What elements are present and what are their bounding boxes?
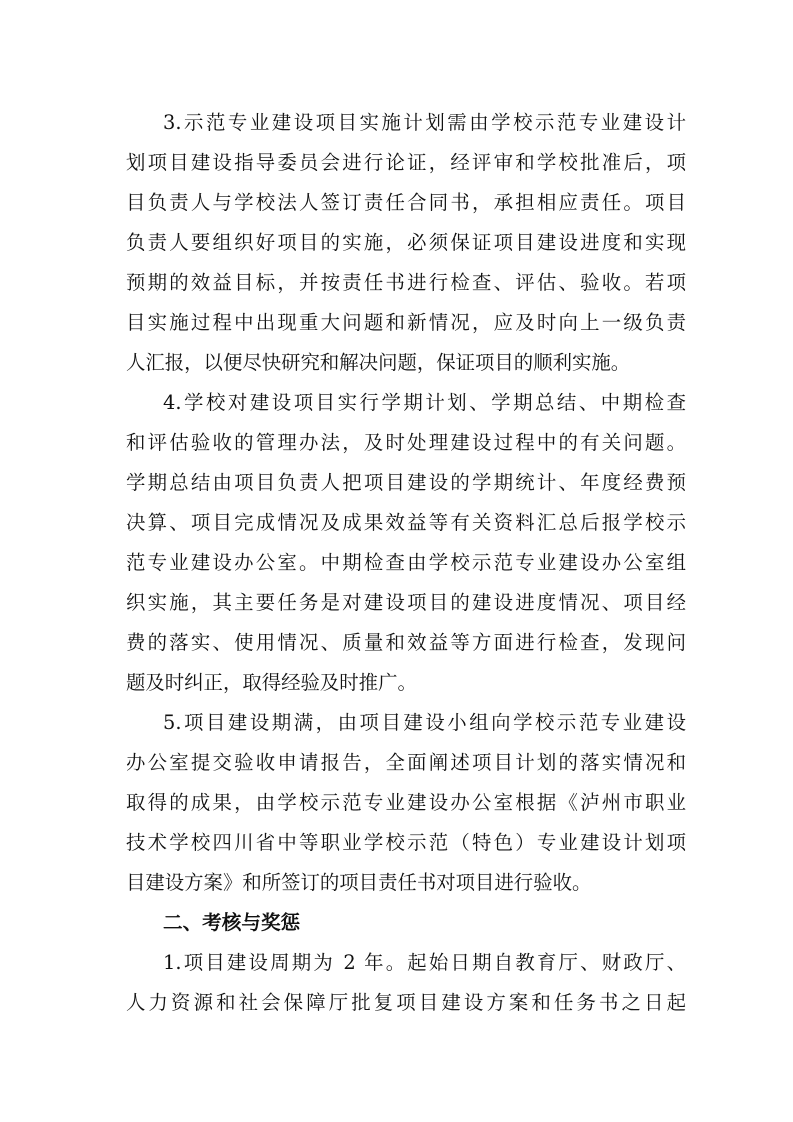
paragraph-4-line-5: 范专业建设办公室。中期检查由学校示范专业建设办公室组 — [126, 551, 686, 574]
paragraph-5-line-5: 目建设方案》和所签订的项目责任书对项目进行验收。 — [126, 871, 592, 894]
final-paragraph-line-2: 人力资源和社会保障厅批复项目建设方案和任务书之日起 — [126, 991, 686, 1014]
paragraph-3-line-4: 负责人要组织好项目的实施，必须保证项目建设进度和实现 — [126, 231, 686, 254]
paragraph-4-line-1: 4.学校对建设项目实行学期计划、学期总结、中期检查 — [163, 391, 686, 414]
paragraph-3-line-3: 目负责人与学校法人签订责任合同书，承担相应责任。项目 — [126, 191, 686, 214]
final-paragraph-line-1: 1.项目建设周期为 2 年。起始日期自教育厅、财政厅、 — [163, 951, 686, 974]
paragraph-4-line-7: 费的落实、使用情况、质量和效益等方面进行检查，发现问 — [126, 631, 686, 654]
paragraph-5-line-2: 办公室提交验收申请报告，全面阐述项目计划的落实情况和 — [126, 751, 686, 774]
paragraph-3-line-6: 目实施过程中出现重大问题和新情况，应及时向上一级负责 — [126, 311, 686, 334]
paragraph-5-line-1: 5.项目建设期满，由项目建设小组向学校示范专业建设 — [163, 711, 686, 734]
paragraph-3-line-2: 划项目建设指导委员会进行论证，经评审和学校批准后，项 — [126, 151, 686, 174]
section-heading: 二、考核与奖惩 — [163, 911, 301, 934]
paragraph-5-line-4: 技术学校四川省中等职业学校示范（特色）专业建设计划项 — [126, 831, 686, 854]
paragraph-5-line-3: 取得的成果，由学校示范专业建设办公室根据《泸州市职业 — [126, 791, 686, 814]
paragraph-4-line-2: 和评估验收的管理办法，及时处理建设过程中的有关问题。 — [126, 431, 686, 454]
paragraph-4-line-4: 决算、项目完成情况及成果效益等有关资料汇总后报学校示 — [126, 511, 686, 534]
paragraph-4-line-6: 织实施，其主要任务是对建设项目的建设进度情况、项目经 — [126, 591, 686, 614]
paragraph-3-line-1: 3.示范专业建设项目实施计划需由学校示范专业建设计 — [163, 111, 686, 134]
paragraph-4-line-8: 题及时纠正，取得经验及时推广。 — [126, 671, 417, 694]
paragraph-3-line-5: 预期的效益目标，并按责任书进行检查、评估、验收。若项 — [126, 271, 686, 294]
paragraph-4-line-3: 学期总结由项目负责人把项目建设的学期统计、年度经费预 — [126, 471, 686, 494]
paragraph-3-line-7: 人汇报，以便尽快研究和解决问题，保证项目的顺利实施。 — [126, 351, 631, 374]
